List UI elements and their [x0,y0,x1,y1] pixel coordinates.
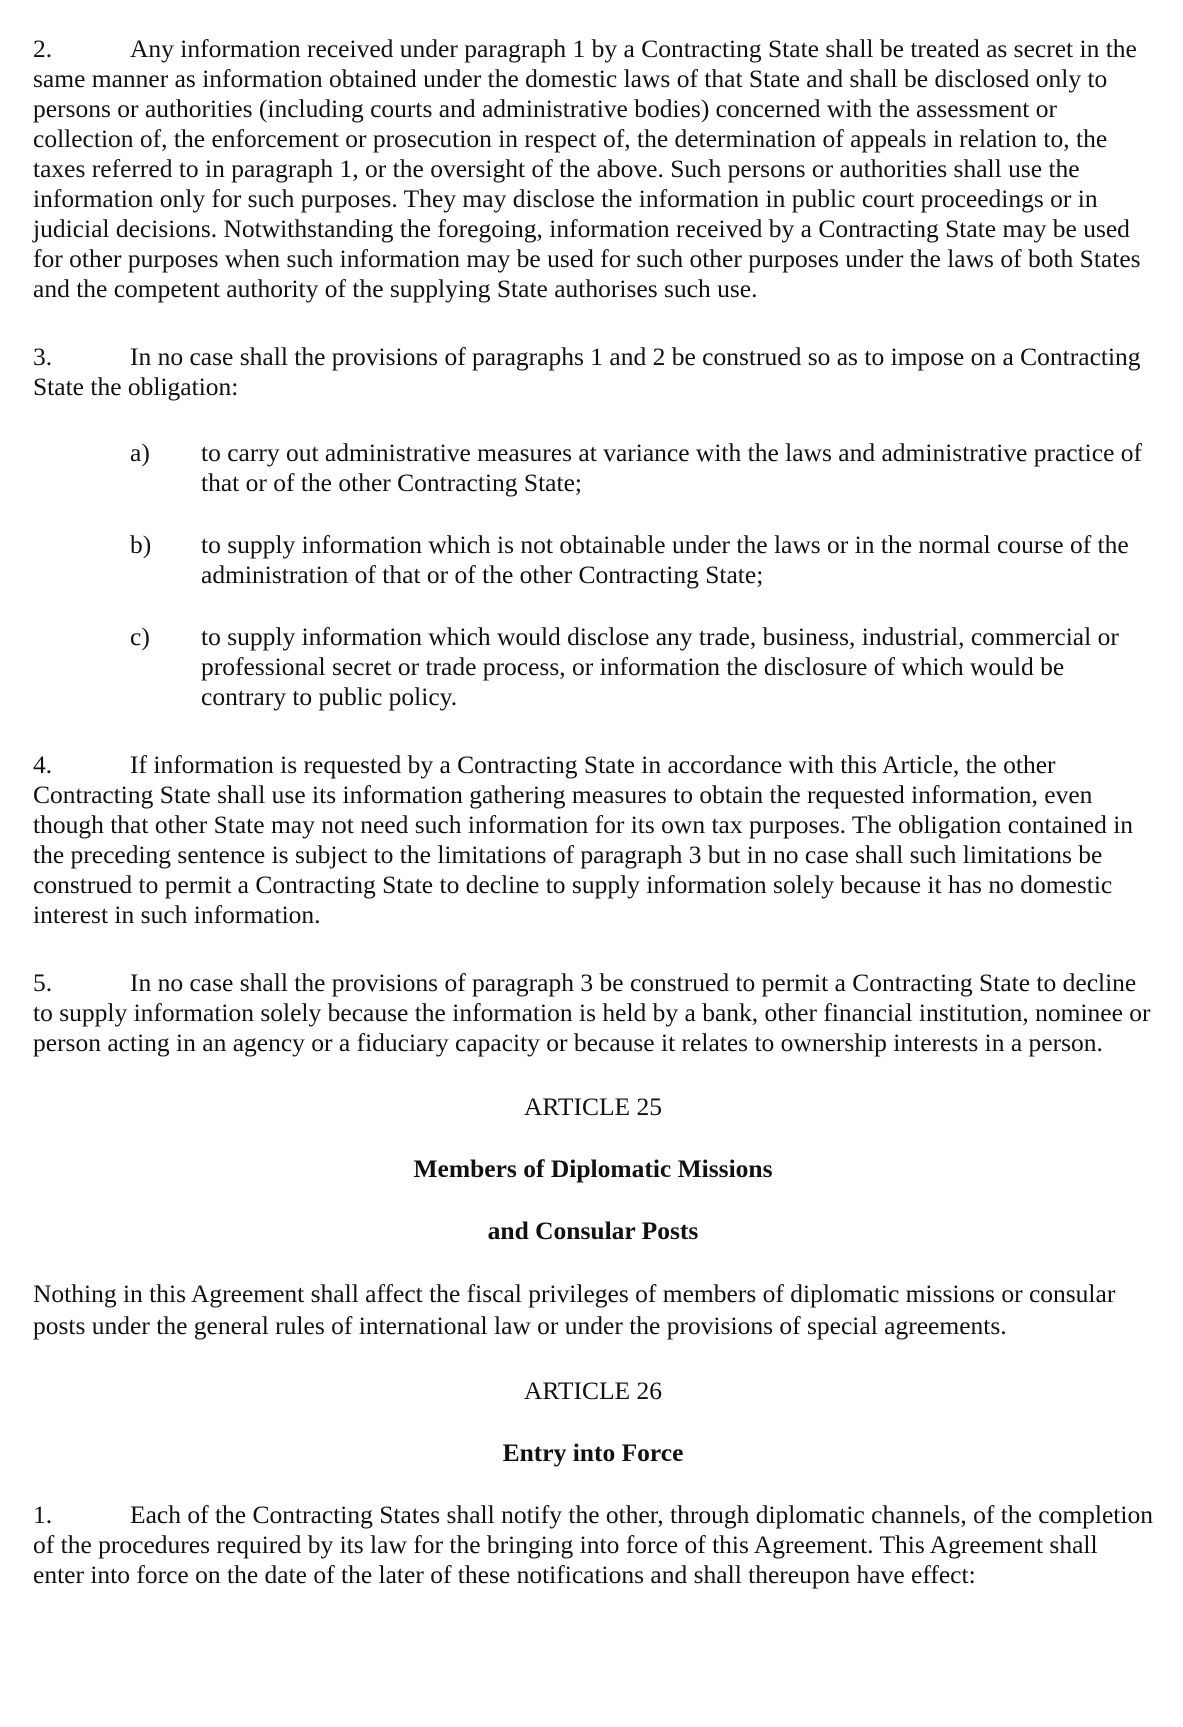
subitem-text: to carry out administrative measures at variance with the laws and administrative practice of that or of the other Contracting State; [201,438,1143,497]
paragraph-text: Any information received under paragraph 1 by a Contracting State shall be treated as secret in the same manner as information obtained under the domestic laws of that State and shall be disclosed only to persons or authorities (including courts and administrative bodies) concerned with the assessment or collection of, the enforcement or prosecution in respect of, the determination of appeals in relation to, the taxes referred to in paragraph 1, or the oversight of the above. Such persons or authorities shall use the information only for such purposes. They may disclose the information in public court proceedings or in judicial decisions. Notwithstanding the foregoing, information received by a Contracting State may be used for other purposes when such information may be used for such other purposes under the laws of both States and the competent authority of the supplying State authorises such use. [33,34,1141,303]
article-26-title: Entry into Force [502,1438,684,1467]
paragraph-3 [33,342,1153,402]
paragraph-number: 1. [33,1500,53,1529]
paragraph-text: In no case shall the provisions of paragraphs 1 and 2 be construed so as to impose on a Contracting State the obligation: [33,342,1141,401]
paragraph-text: If information is requested by a Contracting State in accordance with this Article, the other Contracting State shall use its information gathering measures to obtain the requested information, even though that other State may not need such information for its own tax purposes. The obligation contained in the preceding sentence is subject to the limitations of paragraph 3 but in no case shall such limitations be construed to permit a Contracting State to decline to supply information solely because it has no domestic interest in such information. [33,750,1134,929]
document-page [33,34,1153,1590]
article-26-paragraph-1 [33,1500,1153,1590]
paragraph-number: 4. [33,750,53,779]
subitem-c [33,622,1153,712]
paragraph-number: 5. [33,968,53,997]
subitem-text: to supply information which is not obtainable under the laws or in the normal course of the administration of that or of the other Contracting State; [201,530,1129,589]
subitem-a [33,438,1153,498]
paragraph-text: In no case shall the provisions of paragraph 3 be construed to permit a Contracting State to decline to supply information solely because the information is held by a bank, other financial institution, nominee or person acting in an agency or a fiduciary capacity or because it relates to ownership interests in a person. [33,968,1151,1057]
article-26-label: ARTICLE 26 [524,1376,662,1405]
subitem-text: to supply information which would disclose any trade, business, industrial, commercial or professional secret or trade process, or information the disclosure of which would be contrary to public policy. [201,622,1119,711]
article-25-title-line2: and Consular Posts [487,1216,699,1245]
subitem-letter: b) [130,530,152,559]
paragraph-2 [33,34,1153,304]
subitem-letter: c) [130,622,150,651]
article-25-title-line1: Members of Diplomatic Missions [413,1154,773,1183]
paragraph-text: Each of the Contracting States shall notify the other, through diplomatic channels, of the completion of the procedures required by its law for the bringing into force of this Agreement. This Agreement shall enter into force on the date of the later of these notifications and shall thereupon have effect: [33,1500,1153,1589]
paragraph-number: 2. [33,34,53,63]
article-25-text: Nothing in this Agreement shall affect the fiscal privileges of members of diplomatic missions or consular posts under the general rules of international law or under the provisions of special agreements. [33,1279,1116,1340]
paragraph-4 [33,750,1153,930]
paragraph-number: 3. [33,342,53,371]
subitem-letter: a) [130,438,150,467]
paragraph-5 [33,968,1153,1058]
article-25-label: ARTICLE 25 [524,1092,662,1121]
subitem-b [33,530,1153,590]
